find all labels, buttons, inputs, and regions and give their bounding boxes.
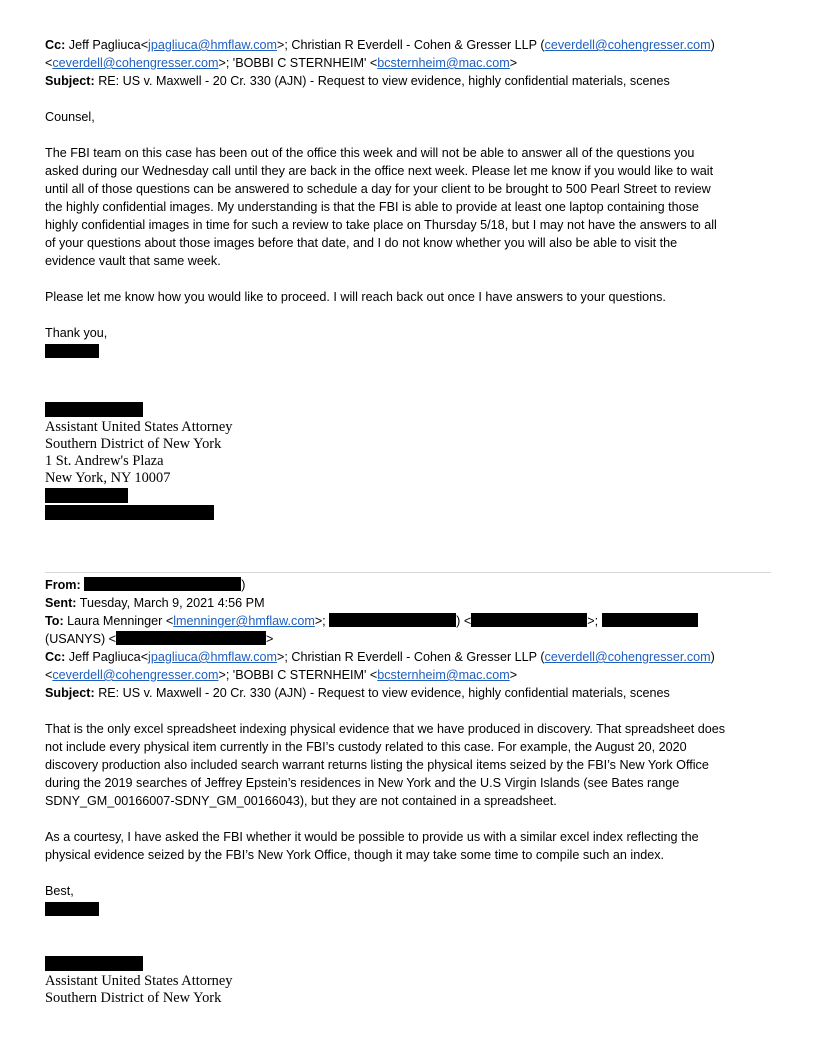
cc-text: ; Christian R Everdell - Cohen & Gresser LLP ( xyxy=(284,38,545,52)
email2-signature xyxy=(45,956,771,1007)
cc-name: Jeff Pagliuca xyxy=(68,38,141,52)
signature-office: Southern District of New York xyxy=(45,990,222,1006)
document-page xyxy=(45,36,771,1007)
signature-address: New York, NY 10007 xyxy=(45,470,171,486)
cc-text: ; 'BOBBI C STERNHEIM' < xyxy=(225,668,378,682)
body-line: physical evidence seized by the FBI’s New York Office, though it may take some time to compile such an index. xyxy=(45,848,665,862)
redaction-block xyxy=(84,577,241,591)
spacer xyxy=(45,362,771,402)
from-label: From: xyxy=(45,578,81,592)
email2-cc-line: Cc: Jeff Pagliuca<jpagliuca@hmflaw.com>; Christian R Everdell - Cohen & Gresser LLP (ceverdell@cohengresser.com) xyxy=(45,650,715,664)
cc-label: Cc: xyxy=(45,650,66,664)
cc-email-link[interactable]: bcsternheim@mac.com xyxy=(377,668,510,682)
closing: Best, xyxy=(45,884,74,898)
email2-to-line: To: Laura Menninger <lmenninger@hmflaw.com>; ) < >; xyxy=(45,612,771,630)
body-line: highly confidential images in time for such a review to take place on Thursday 5/18, but I may not have the answers to all xyxy=(45,218,717,232)
to-text: Laura Menninger < xyxy=(67,614,174,628)
body-line: The FBI team on this case has been out of the office this week and will not be able to answer all of the questions you xyxy=(45,146,695,160)
cc-email-link[interactable]: jpagliuca@hmflaw.com xyxy=(148,38,278,52)
redaction-block xyxy=(45,902,99,916)
cc-text: ; 'BOBBI C STERNHEIM' < xyxy=(225,56,378,70)
cc-email-link[interactable]: ceverdell@cohengresser.com xyxy=(52,56,219,70)
cc-name: Jeff Pagliuca xyxy=(68,650,141,664)
cc-email-link[interactable]: ceverdell@cohengresser.com xyxy=(544,38,711,52)
cc-email-link[interactable]: jpagliuca@hmflaw.com xyxy=(148,650,278,664)
body-line: That is the only excel spreadsheet indexing physical evidence that we have produced in discovery. That spreadsheet does xyxy=(45,722,726,736)
spacer xyxy=(45,810,771,828)
cc-email-link[interactable]: bcsternheim@mac.com xyxy=(377,56,510,70)
body-line: not include every physical item currently in the FBI’s custody related to this case. For example, the August 20, 2020 xyxy=(45,740,687,754)
cc-email-link[interactable]: ceverdell@cohengresser.com xyxy=(52,668,219,682)
redaction-block xyxy=(329,613,456,627)
email2-sent-line xyxy=(45,594,771,612)
spacer xyxy=(45,864,771,882)
cc-email-link[interactable]: ceverdell@cohengresser.com xyxy=(544,650,711,664)
signature-office: Southern District of New York xyxy=(45,436,222,452)
redaction-row xyxy=(45,902,771,920)
signature-title: Assistant United States Attorney xyxy=(45,973,233,989)
redaction-block xyxy=(45,344,99,358)
body-line: evidence vault that same week. xyxy=(45,254,221,268)
from-text: ) xyxy=(241,578,246,592)
email2-paragraph-2 xyxy=(45,828,771,864)
email1-body xyxy=(45,108,771,362)
sent-value: Tuesday, March 9, 2021 4:56 PM xyxy=(79,596,265,610)
subject-label: Subject: xyxy=(45,686,95,700)
spacer xyxy=(45,520,771,572)
body-line: asked during our Wednesday call until they are back in the office next week. Please let me know if you would like to wait xyxy=(45,164,714,178)
spacer xyxy=(45,126,771,144)
redaction-block xyxy=(45,956,143,971)
redaction-block xyxy=(471,613,587,627)
body-line: of your questions about those images before that date, and I do not know whether you will also be able to visit the xyxy=(45,236,678,250)
signature-title: Assistant United States Attorney xyxy=(45,419,233,435)
email1-paragraph-1 xyxy=(45,144,771,270)
spacer xyxy=(45,306,771,324)
body-line: until all of those questions can be answered to schedule a day for your client to be brought to 500 Pearl Street to review xyxy=(45,182,711,196)
email1-paragraph-2: Please let me know how you would like to proceed. I will reach back out once I have answers to your questions. xyxy=(45,290,666,304)
subject-label: Subject: xyxy=(45,74,95,88)
spacer xyxy=(45,90,771,108)
email1-signature xyxy=(45,402,771,520)
redaction-block xyxy=(602,613,698,627)
to-email-link[interactable]: lmenninger@hmflaw.com xyxy=(173,614,315,628)
sent-label: Sent: xyxy=(45,596,77,610)
email2-cc-line-2: <ceverdell@cohengresser.com>; 'BOBBI C STERNHEIM' <bcsternheim@mac.com> xyxy=(45,668,518,682)
to-label: To: xyxy=(45,614,64,628)
redaction-block xyxy=(45,505,214,520)
email2-header xyxy=(45,576,771,702)
to-text: (USANYS) < xyxy=(45,632,117,646)
cc-text: ; Christian R Everdell - Cohen & Gresser LLP ( xyxy=(284,650,545,664)
redaction-block xyxy=(45,488,128,503)
body-line: SDNY_GM_00166007-SDNY_GM_00166043), but they are not contained in a spreadsheet. xyxy=(45,794,557,808)
signature-address: 1 St. Andrew's Plaza xyxy=(45,453,164,469)
redaction-row xyxy=(45,344,771,362)
body-line: during the 2019 searches of Jeffrey Epstein’s residences in New York and the U.S Virgin Islands (see Bates range xyxy=(45,776,680,790)
redaction-block xyxy=(116,631,266,645)
spacer xyxy=(45,920,771,956)
redaction-block xyxy=(45,402,143,417)
email1-cc-line: Cc: Jeff Pagliuca<jpagliuca@hmflaw.com>; Christian R Everdell - Cohen & Gresser LLP (ceverdell@cohengresser.com) xyxy=(45,38,715,52)
email1-subject-line xyxy=(45,72,771,90)
email1-cc-line-2: <ceverdell@cohengresser.com>; 'BOBBI C STERNHEIM' <bcsternheim@mac.com> xyxy=(45,56,518,70)
body-line: discovery production also included search warrant returns listing the physical items seized by the FBI’s New York Office xyxy=(45,758,709,772)
closing: Thank you, xyxy=(45,326,108,340)
body-line: As a courtesy, I have asked the FBI whether it would be possible to provide us with a similar excel index reflecting the xyxy=(45,830,699,844)
subject-text: RE: US v. Maxwell - 20 Cr. 330 (AJN) - Request to view evidence, highly confidential materials, scenes xyxy=(98,686,670,700)
spacer xyxy=(45,270,771,288)
subject-text: RE: US v. Maxwell - 20 Cr. 330 (AJN) - Request to view evidence, highly confidential materials, scenes xyxy=(98,74,670,88)
email2-subject-line xyxy=(45,684,771,702)
body-line: the highly confidential images. My understanding is that the FBI is able to provide at least one laptop containing those xyxy=(45,200,699,214)
email2-body xyxy=(45,720,771,920)
email2-paragraph-1 xyxy=(45,720,771,810)
email2-to-line-2: (USANYS) < > xyxy=(45,632,274,646)
email1-header xyxy=(45,36,771,90)
spacer xyxy=(45,702,771,720)
email2-from-line xyxy=(45,576,771,594)
salutation: Counsel, xyxy=(45,110,95,124)
cc-label: Cc: xyxy=(45,38,66,52)
